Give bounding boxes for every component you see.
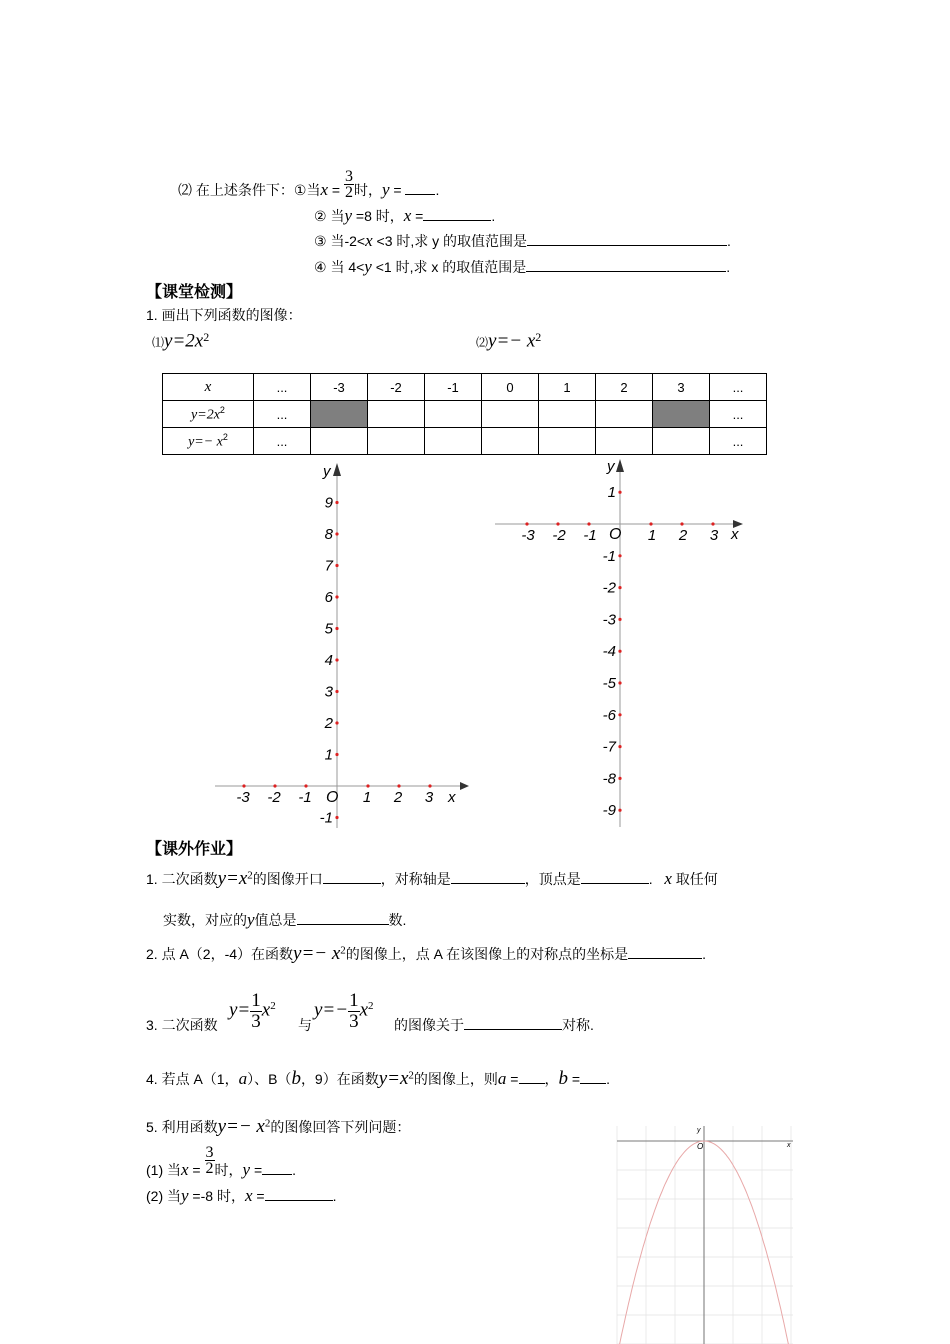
x-tick-label: -2 bbox=[267, 789, 281, 806]
y-tick-label: 1 bbox=[607, 484, 616, 502]
y-tick-label: 5 bbox=[324, 620, 333, 638]
y-tick-mark bbox=[618, 681, 621, 684]
parabola-graph bbox=[615, 1124, 797, 1344]
y-tick-label: -7 bbox=[602, 738, 616, 756]
table-header-cell: -3 bbox=[311, 374, 368, 401]
table-header-cell: 0 bbox=[482, 374, 539, 401]
table-cell-shaded bbox=[311, 401, 368, 428]
table-cell-shaded bbox=[653, 401, 710, 428]
function-1-label: $⑴y=2x^2$ bbox=[152, 330, 210, 352]
homework-question-1: 1. 二次函数$y=x^2$的图像开口 ，对称轴是 ，顶点是 . x 取任何 bbox=[146, 868, 718, 889]
y-axis-label: y bbox=[697, 1127, 701, 1134]
y-tick-label: -1 bbox=[319, 809, 333, 827]
table-cell[interactable] bbox=[311, 428, 368, 455]
y-tick-label: 8 bbox=[324, 526, 333, 543]
y-axis-arrow bbox=[616, 459, 624, 472]
y-tick-label: 4 bbox=[324, 652, 333, 669]
origin-label: O bbox=[326, 789, 339, 806]
x-axis-label: x bbox=[731, 526, 739, 543]
homework-question-5: 5. 利用函数$y=- x^2$的图像回答下列问题： bbox=[146, 1116, 411, 1137]
formula-y-third-x-squared: y= $\frac{1}{3}$ $x^2$ bbox=[229, 990, 276, 1032]
table-row bbox=[163, 401, 767, 428]
table-cell[interactable] bbox=[539, 428, 596, 455]
y-tick-label: -6 bbox=[602, 706, 616, 724]
x-tick-mark bbox=[273, 784, 276, 787]
condition-item-1: ⑵ 在上述条件下：①当x = $\frac{3}{2}$ 时，y = . bbox=[178, 167, 440, 201]
table-cell: ... bbox=[254, 401, 311, 428]
y-tick-label: 9 bbox=[324, 494, 333, 512]
x-tick-label: 2 bbox=[678, 527, 688, 544]
answer-blank[interactable] bbox=[519, 1071, 545, 1084]
table-cell[interactable] bbox=[368, 401, 425, 428]
table-header-cell: ... bbox=[254, 374, 311, 401]
table-header-cell: 2 bbox=[596, 374, 653, 401]
y-tick-mark bbox=[335, 690, 338, 693]
y-tick-mark bbox=[335, 816, 338, 819]
y-tick-label: -1 bbox=[602, 547, 616, 565]
x-tick-label: -2 bbox=[552, 527, 566, 544]
y-tick-mark bbox=[335, 532, 338, 535]
answer-blank[interactable] bbox=[405, 182, 435, 195]
x-tick-mark bbox=[525, 522, 528, 525]
x-tick-label: 1 bbox=[647, 527, 657, 544]
table-cell[interactable] bbox=[596, 428, 653, 455]
homework-question-2: 2. 点 A（2，-4）在函数$y=- x^2$的图像上，点 A 在该图像上的对称点的坐标是 . bbox=[146, 943, 707, 964]
table-cell[interactable] bbox=[596, 401, 653, 428]
answer-blank[interactable] bbox=[580, 1071, 606, 1084]
x-axis-arrow bbox=[460, 782, 469, 790]
y-tick-mark bbox=[618, 777, 621, 780]
table-row bbox=[163, 428, 767, 455]
answer-blank[interactable] bbox=[262, 1162, 292, 1175]
y-tick-mark bbox=[618, 586, 621, 589]
x-tick-mark bbox=[711, 522, 714, 525]
answer-blank[interactable] bbox=[581, 871, 649, 884]
condition-item-3: ③ 当-2<x <3 时,求 y 的取值范围是 . bbox=[314, 231, 731, 250]
table-header-cell: -1 bbox=[425, 374, 482, 401]
section-heading-homework: 【课外作业】 bbox=[146, 841, 243, 858]
y-tick-label: 3 bbox=[324, 683, 333, 701]
table-cell[interactable] bbox=[482, 428, 539, 455]
answer-blank[interactable] bbox=[451, 871, 525, 884]
table-cell[interactable] bbox=[539, 401, 596, 428]
y-tick-label: 1 bbox=[324, 746, 333, 764]
answer-blank[interactable] bbox=[628, 946, 702, 959]
table-header-cell: 1 bbox=[539, 374, 596, 401]
y-tick-mark bbox=[618, 554, 621, 557]
x-tick-mark bbox=[680, 522, 683, 525]
y-tick-label: 6 bbox=[324, 589, 333, 606]
section-heading-class-test: 【课堂检测】 bbox=[146, 284, 243, 301]
table-header-x: x bbox=[163, 374, 254, 401]
y-axis-label: y bbox=[323, 463, 331, 480]
answer-blank[interactable] bbox=[323, 871, 381, 884]
table-cell[interactable] bbox=[482, 401, 539, 428]
x-tick-mark bbox=[556, 522, 559, 525]
y-axis-label: y bbox=[607, 458, 615, 475]
y-tick-mark bbox=[618, 713, 621, 716]
y-tick-mark bbox=[335, 501, 338, 504]
table-header-cell: ... bbox=[710, 374, 767, 401]
x-tick-label: -3 bbox=[236, 789, 250, 806]
answer-blank[interactable] bbox=[423, 208, 491, 221]
x-tick-mark bbox=[428, 784, 431, 787]
function-2-label: ⑵y=− $x^2$ bbox=[476, 330, 542, 352]
y-tick-mark bbox=[335, 721, 338, 724]
table-cell[interactable] bbox=[368, 428, 425, 455]
homework-question-1-line-2: 实数，对应的y值总是 数. bbox=[163, 910, 407, 929]
y-tick-label: -8 bbox=[602, 770, 616, 788]
y-tick-mark bbox=[335, 627, 338, 630]
y-axis-arrow bbox=[333, 463, 341, 476]
origin-label: O bbox=[609, 526, 622, 543]
fraction-3-2: $\frac{3}{2}$ bbox=[205, 1143, 214, 1177]
fraction-3-2: $\frac{3}{2}$ bbox=[344, 167, 353, 201]
table-header-cell: 3 bbox=[653, 374, 710, 401]
y-tick-label: -9 bbox=[602, 802, 616, 820]
y-tick-label: -5 bbox=[602, 675, 616, 692]
x-tick-label: -1 bbox=[583, 527, 597, 544]
y-tick-mark bbox=[618, 650, 621, 653]
y-tick-label: -4 bbox=[602, 643, 616, 661]
x-tick-label: -3 bbox=[521, 527, 535, 544]
y-tick-label: 2 bbox=[324, 715, 333, 732]
homework-question-5-part-1: (1) 当x = $\frac{3}{2}$ 时，y = . bbox=[146, 1143, 297, 1179]
table-cell: ... bbox=[254, 428, 311, 455]
y-tick-mark bbox=[335, 753, 338, 756]
answer-blank[interactable] bbox=[265, 1188, 333, 1201]
x-tick-label: 2 bbox=[393, 789, 403, 806]
table-cell[interactable] bbox=[425, 401, 482, 428]
x-tick-label: -1 bbox=[298, 789, 312, 806]
table-cell: ... bbox=[710, 428, 767, 455]
table-cell[interactable] bbox=[425, 428, 482, 455]
row-label: $y=2x^2$ bbox=[163, 401, 254, 428]
y-tick-mark bbox=[618, 618, 621, 621]
y-tick-label: -2 bbox=[602, 579, 616, 597]
table-header-row bbox=[163, 374, 767, 401]
coordinate-graph-left[interactable] bbox=[205, 458, 470, 833]
answer-blank[interactable] bbox=[464, 1017, 562, 1030]
y-tick-mark bbox=[335, 595, 338, 598]
homework-question-5-part-2: (2) 当y =-8 时，x = . bbox=[146, 1186, 337, 1205]
y-tick-label: -3 bbox=[602, 611, 616, 629]
x-tick-mark bbox=[587, 522, 590, 525]
x-axis-label: x bbox=[787, 1142, 791, 1149]
y-tick-label: 7 bbox=[324, 557, 333, 575]
y-tick-mark bbox=[618, 745, 621, 748]
table-cell: ... bbox=[710, 401, 767, 428]
x-tick-label: 1 bbox=[362, 789, 372, 806]
coordinate-graph-right[interactable] bbox=[490, 455, 755, 830]
question-1: 1. 画出下列函数的图像： bbox=[146, 307, 302, 323]
value-table bbox=[162, 373, 767, 455]
x-tick-mark bbox=[304, 784, 307, 787]
table-header-cell: -2 bbox=[368, 374, 425, 401]
row-label: $y=- x^2$ bbox=[163, 428, 254, 455]
formula-y-neg-third-x-squared: y=− $\frac{1}{3}$ $x^2$ bbox=[314, 990, 374, 1032]
x-tick-label: 3 bbox=[709, 527, 719, 544]
x-tick-mark bbox=[366, 784, 369, 787]
homework-question-4: 4. 若点 A（1，a）、B（b，9）在函数$y=x^2$的图像上，则a = ，b = . bbox=[146, 1068, 610, 1089]
x-tick-mark bbox=[397, 784, 400, 787]
x-axis-label: x bbox=[448, 789, 456, 806]
answer-blank[interactable] bbox=[526, 259, 726, 272]
answer-blank[interactable] bbox=[527, 233, 727, 246]
y-tick-mark bbox=[335, 658, 338, 661]
condition-item-4: ④ 当 4<y <1 时,求 x 的取值范围是 . bbox=[314, 257, 731, 276]
y-tick-mark bbox=[335, 564, 338, 567]
origin-label: O bbox=[697, 1142, 704, 1151]
x-tick-label: 3 bbox=[424, 789, 434, 806]
y-tick-mark bbox=[618, 491, 621, 494]
x-tick-mark bbox=[649, 522, 652, 525]
condition-item-2: ② 当y =8 时，x = . bbox=[314, 206, 496, 225]
x-tick-mark bbox=[242, 784, 245, 787]
y-tick-mark bbox=[618, 809, 621, 812]
table-cell[interactable] bbox=[653, 428, 710, 455]
answer-blank[interactable] bbox=[297, 912, 389, 925]
